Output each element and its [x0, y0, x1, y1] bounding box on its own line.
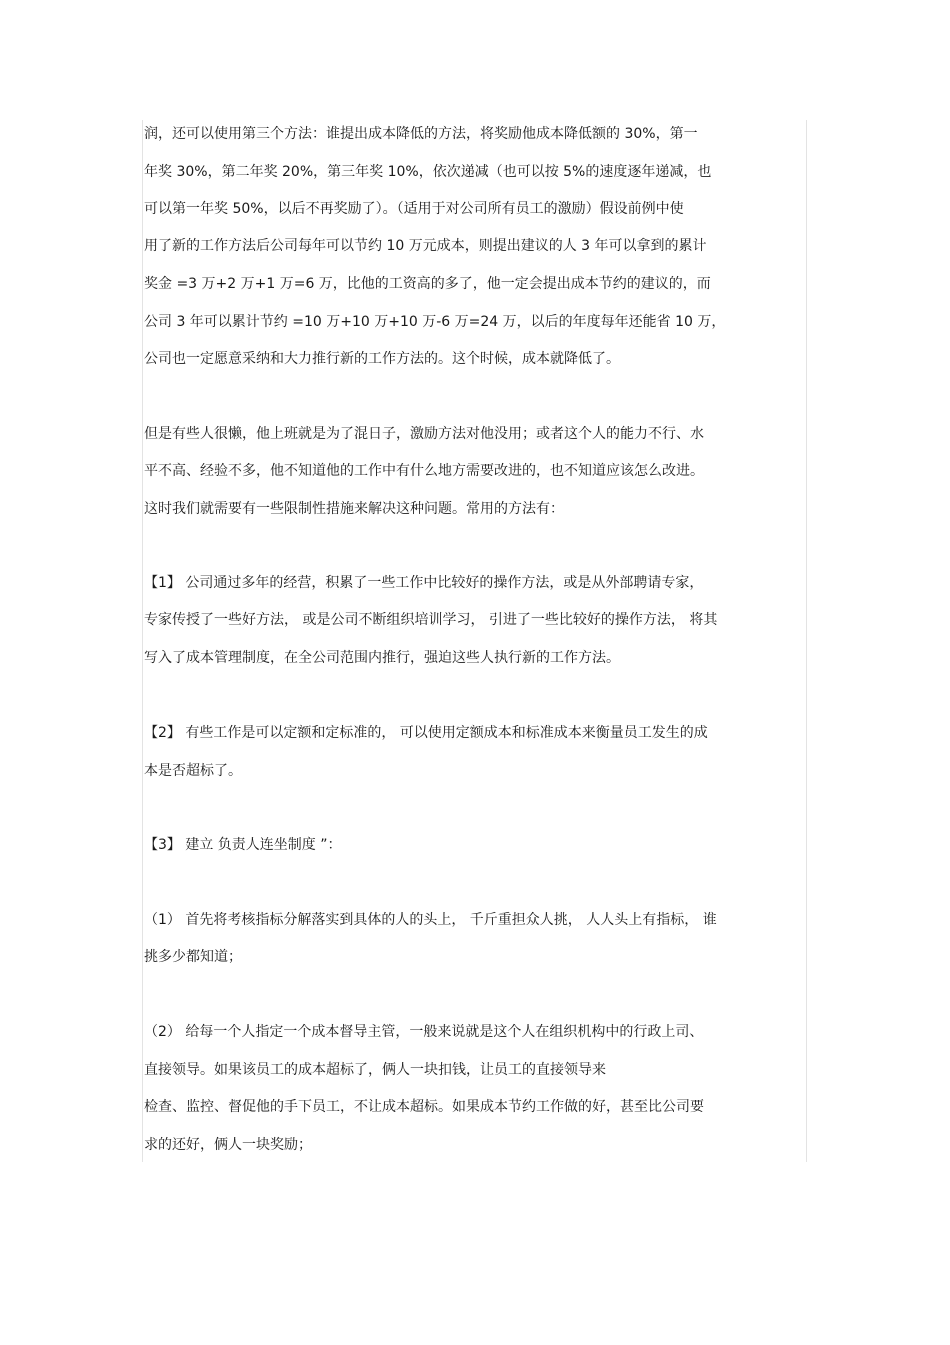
- text-line: 用了新的工作方法后公司每年可以节约 10 万元成本，则提出建议的人 3 年可以拿到的累计: [144, 238, 707, 254]
- text-line: （2） 给每一个人指定一个成本督导主管，一般来说就是这个人在组织机构中的行政上司、: [144, 1024, 704, 1040]
- text-line: 写入了成本管理制度，在全公司范围内推行，强迫这些人执行新的工作方法。: [144, 650, 620, 666]
- text-line: 润，还可以使用第三个方法：谁提出成本降低的方法，将奖励他成本降低额的 30%，第一: [144, 126, 698, 142]
- text-line: 直接领导。如果该员工的成本超标了，俩人一块扣钱，让员工的直接领导来: [144, 1062, 606, 1078]
- text-line: 年奖 30%，第二年奖 20%，第三年奖 10%，依次递减（也可以按 5%的速度逐年递减，也: [144, 164, 712, 180]
- text-line: 求的还好，俩人一块奖励；: [144, 1137, 312, 1153]
- text-line: （1） 首先将考核指标分解落实到具体的人的头上， 千斤重担众人挑， 人人头上有指标， 谁: [144, 912, 717, 928]
- text-line: 平不高、经验不多，他不知道他的工作中有什么地方需要改进的，也不知道应该怎么改进。: [144, 463, 704, 479]
- text-line: 专家传授了一些好方法， 或是公司不断组织培训学习， 引进了一些比较好的操作方法， 将其: [144, 612, 718, 628]
- text-line: 这时我们就需要有一些限制性措施来解决这种问题。常用的方法有：: [144, 501, 564, 517]
- text-line: 检查、监控、督促他的手下员工，不让成本超标。如果成本节约工作做的好，甚至比公司要: [144, 1099, 704, 1115]
- text-line: 公司也一定愿意采纳和大力推行新的工作方法的。这个时候，成本就降低了。: [144, 351, 620, 367]
- text-line: 【2】 有些工作是可以定额和定标准的， 可以使用定额成本和标准成本来衡量员工发生的成: [144, 725, 708, 741]
- text-line: 挑多少都知道；: [144, 949, 242, 965]
- text-line: 【3】 建立 负责人连坐制度 ”：: [144, 837, 342, 853]
- text-line: 但是有些人很懒，他上班就是为了混日子，激励方法对他没用；或者这个人的能力不行、水: [144, 426, 704, 442]
- text-line: 本是否超标了。: [144, 763, 242, 779]
- text-line: 【1】 公司通过多年的经营，积累了一些工作中比较好的操作方法，或是从外部聘请专家，: [144, 575, 704, 591]
- text-frame-left-border: [142, 120, 143, 1162]
- text-line: 公司 3 年可以累计节约 =10 万+10 万+10 万-6 万=24 万，以后的年度每年还能省 10 万，: [144, 314, 726, 330]
- text-line: 可以第一年奖 50%，以后不再奖励了）。（适用于对公司所有员工的激励）假设前例中使: [144, 201, 684, 217]
- text-line: 奖金 =3 万+2 万+1 万=6 万，比他的工资高的多了，他一定会提出成本节约的建议的，而: [144, 276, 711, 292]
